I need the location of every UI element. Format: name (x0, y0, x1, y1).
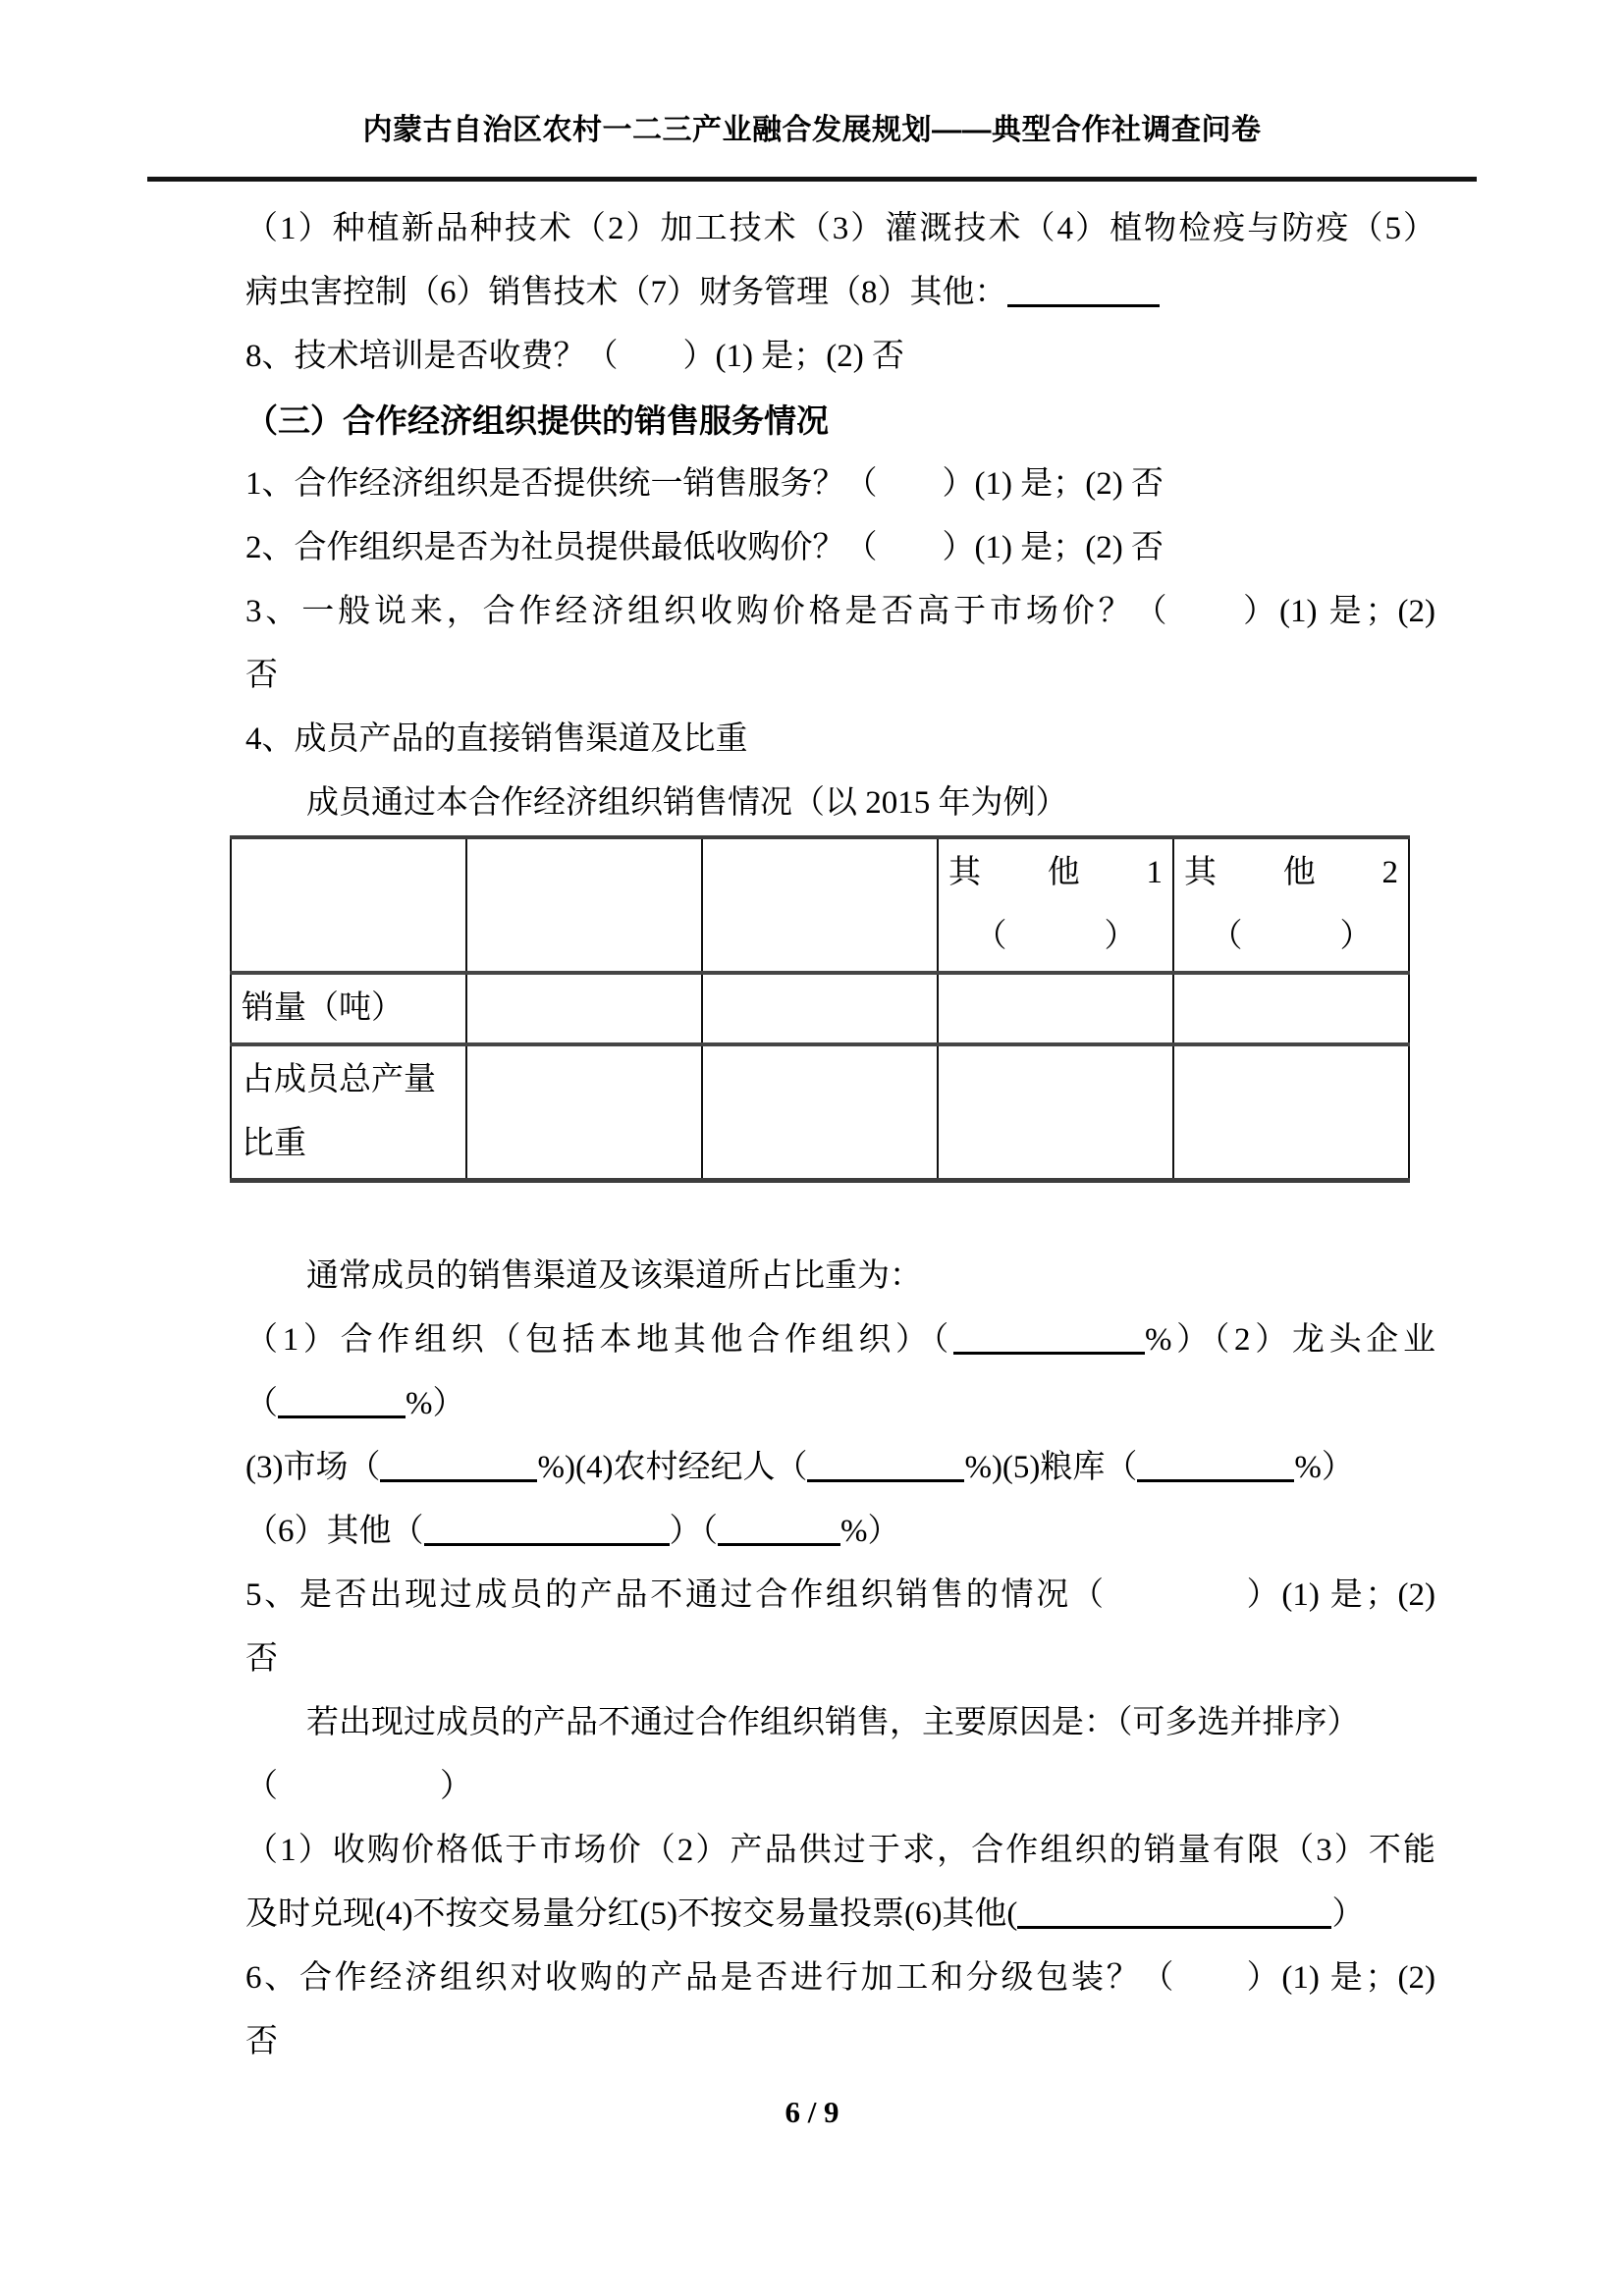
text-run: 5、是否出现过成员的产品不通过合作组织销售的情况（ ）(1) 是；(2) (245, 1577, 1435, 1613)
doc-line-24 (245, 2010, 1435, 2074)
table-cell-empty (702, 973, 938, 1044)
text-run: （1）收购价格低于市场价（2）产品供过于求，合作组织的销量有限（3）不能 (245, 1833, 1435, 1868)
doc-line-20 (245, 1755, 1435, 1819)
text-run: 8、技术培训是否收费？（ ）(1) 是；(2) 否 (245, 339, 904, 374)
text-run: %） (406, 1386, 465, 1421)
table-cell-empty (702, 837, 938, 973)
text-run: %）（2）龙头企业 (1144, 1322, 1435, 1358)
table-cell-empty (938, 973, 1173, 1044)
table-cell-empty (466, 1044, 702, 1181)
doc-line-6 (245, 516, 1435, 580)
doc-line-8 (245, 644, 1435, 708)
text-run: %)(5)粮库（ (964, 1450, 1138, 1485)
table-cell-empty (1173, 1044, 1409, 1181)
text-run: （1）种植新品种技术（2）加工技术（3）灌溉技术（4）植物检疫与防疫（5） (245, 211, 1435, 246)
text-run: 否 (245, 2024, 278, 2059)
doc-line-9 (245, 708, 1435, 772)
blank-field (380, 1450, 537, 1482)
text-run: （ (245, 1386, 278, 1421)
document-title: 内蒙古自治区农村一二三产业融合发展规划——典型合作社调查问卷 (362, 114, 1262, 146)
blank-field (1017, 1896, 1331, 1929)
doc-line-18 (245, 1628, 1435, 1691)
text-run: %） (1294, 1450, 1354, 1485)
table-cell (1173, 837, 1409, 973)
document-body (242, 197, 1435, 2074)
table-row (231, 973, 1409, 1044)
text-run: （ ） (245, 1769, 472, 1804)
doc-line-12 (245, 1245, 1435, 1308)
table-cell-empty (466, 837, 702, 973)
doc-line-19 (245, 1691, 1435, 1755)
doc-line-23 (245, 1947, 1435, 2010)
doc-line-7 (245, 580, 1435, 644)
table-cell (231, 973, 466, 1044)
table-cell-empty (231, 837, 466, 973)
text-run: 若出现过成员的产品不通过合作组织销售，主要原因是：（可多选并排序） (306, 1705, 1360, 1740)
header-rule (147, 177, 1477, 182)
doc-line-3 (245, 325, 1435, 389)
table-cell-text: （ ） (1210, 919, 1373, 954)
table-cell (938, 837, 1173, 973)
text-run: 通常成员的销售渠道及该渠道所占比重为： (306, 1258, 922, 1294)
text-run: ） (1331, 1896, 1365, 1932)
table-cell-empty (1173, 973, 1409, 1044)
blank-field (1137, 1450, 1294, 1482)
text-run: （6）其他（ (245, 1514, 424, 1549)
text-run: 6、合作经济组织对收购的产品是否进行加工和分级包装？（ ）(1) 是；(2) (245, 1960, 1435, 1996)
doc-line-2 (245, 261, 1435, 325)
doc-line-1 (245, 197, 1435, 261)
doc-line-15 (245, 1436, 1435, 1500)
table-row (231, 1044, 1409, 1181)
table-cell-text: 销量（吨） (242, 990, 404, 1026)
blank-field (424, 1514, 670, 1546)
table-cell-text: 其 他 1 (948, 855, 1163, 890)
text-run: ）（ (669, 1514, 718, 1549)
text-run: 4、成员产品的直接销售渠道及比重 (245, 721, 748, 757)
blank-field (1007, 275, 1160, 307)
section-heading (245, 389, 1435, 453)
page-number: 6 / 9 (785, 2095, 839, 2129)
table-cell (231, 1044, 466, 1181)
doc-line-17 (245, 1564, 1435, 1628)
doc-line-22 (245, 1883, 1435, 1947)
text-run: (3)市场（ (245, 1450, 381, 1485)
table-cell-text: （ ） (974, 919, 1137, 954)
text-run: %） (840, 1514, 900, 1549)
doc-line-5 (245, 453, 1435, 516)
text-run: 2、合作组织是否为社员提供最低收购价？（ ）(1) 是；(2) 否 (245, 530, 1164, 565)
table-cell-empty (938, 1044, 1173, 1181)
table-cell-empty (702, 1044, 938, 1181)
doc-line-16 (245, 1500, 1435, 1564)
page-footer (0, 2095, 1624, 2130)
blank-field (718, 1514, 840, 1546)
doc-line-13 (245, 1308, 1435, 1372)
table-cell-text: 比重 (242, 1126, 306, 1161)
text-run: 否 (245, 658, 278, 693)
blank-field (807, 1450, 964, 1482)
text-run: 成员通过本合作经济组织销售情况（以 2015 年为例） (306, 785, 1068, 821)
table-cell-text: 其 他 2 (1184, 855, 1398, 890)
table-cell-empty (466, 973, 702, 1044)
table-cell-text: 占成员总产量 (242, 1062, 436, 1097)
text-run: 3、一般说来，合作经济组织收购价格是否高于市场价？（ ）(1) 是；(2) (245, 594, 1435, 629)
text-run: 病虫害控制（6）销售技术（7）财务管理（8）其他： (245, 275, 1007, 310)
doc-line-10 (245, 772, 1435, 835)
text-run: %)(4)农村经纪人（ (537, 1450, 808, 1485)
doc-line-14 (245, 1372, 1435, 1436)
text-run: 及时兑现(4)不按交易量分红(5)不按交易量投票(6)其他( (245, 1896, 1018, 1932)
blank-field (953, 1322, 1145, 1355)
text-run: 1、合作经济组织是否提供统一销售服务？（ ）(1) 是；(2) 否 (245, 466, 1164, 502)
table-row (231, 837, 1409, 973)
blank-field (278, 1386, 406, 1418)
text-run: 否 (245, 1641, 278, 1677)
text-run: （三）合作经济组织提供的销售服务情况 (245, 402, 829, 439)
sales-table (230, 835, 1410, 1183)
doc-line-21 (245, 1819, 1435, 1883)
text-run: （1）合作组织（包括本地其他合作组织）（ (245, 1322, 953, 1358)
